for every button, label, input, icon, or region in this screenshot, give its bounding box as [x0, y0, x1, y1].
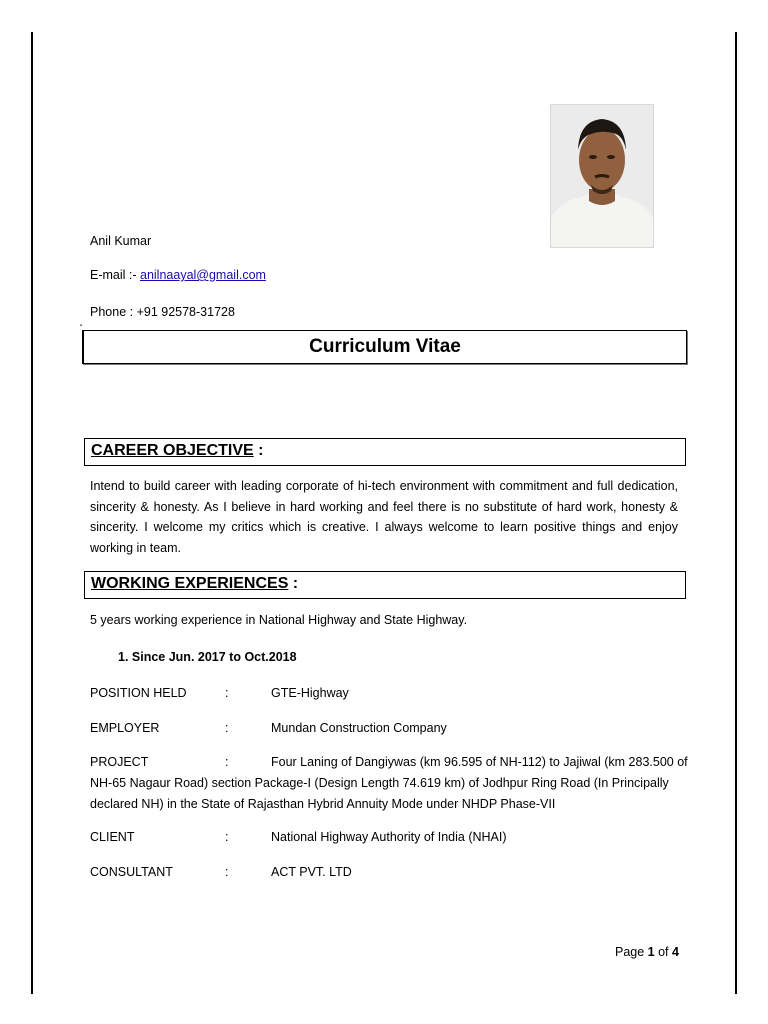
client-value: National Highway Authority of India (NHAI) — [271, 830, 507, 844]
field-colon: : — [225, 721, 229, 735]
cv-title-box — [82, 330, 687, 364]
working-experiences-title — [91, 575, 298, 593]
page-total: 4 — [672, 945, 679, 959]
stray-mark: ˛ — [80, 316, 84, 327]
experience-summary: 5 years working experience in National Highway and State Highway. — [90, 613, 468, 627]
client-label: CLIENT — [90, 830, 135, 844]
working-experiences-heading: WORKING EXPERIENCES — [91, 575, 289, 592]
page-current: 1 — [647, 945, 655, 959]
email-link[interactable]: anilnaayal@gmail.com — [140, 268, 266, 282]
page-number — [615, 945, 679, 959]
profile-photo — [550, 104, 654, 248]
candidate-name: Anil Kumar — [90, 234, 152, 248]
consultant-value: ACT PVT. LTD — [271, 865, 352, 879]
heading-colon: : — [253, 442, 264, 459]
career-objective-header — [84, 438, 686, 466]
page-prefix: Page — [615, 945, 648, 959]
employer-value: Mundan Construction Company — [271, 721, 447, 735]
project-label: PROJECT — [90, 755, 149, 769]
email-line — [90, 267, 266, 283]
position-label: POSITION HELD — [90, 686, 187, 700]
employer-label: EMPLOYER — [90, 721, 160, 735]
page-of: of — [654, 945, 672, 959]
working-experiences-header — [84, 571, 686, 599]
consultant-label: CONSULTANT — [90, 865, 173, 879]
position-value: GTE-Highway — [271, 686, 349, 700]
cv-title: Curriculum Vitae — [309, 336, 461, 357]
field-colon: : — [225, 686, 229, 700]
heading-colon: : — [288, 575, 299, 592]
field-colon: : — [225, 755, 229, 769]
career-objective-text: Intend to build career with leading corporate of hi-tech environment with commitment and full dedication, sincerity & honesty. As I believe in hard working and feel there is no substitute of hard work, honesty & sincerity. I welcome my critics which is creative. I always welcome to learn positive things and enjoy working in team. — [90, 479, 678, 555]
phone-line: Phone : +91 92578-31728 — [90, 305, 235, 319]
project-value-continued: NH-65 Nagaur Road) section Package-I (Design Length 74.619 km) of Jodhpur Ring Road (In Principally declared NH) in the State of Rajasthan Hybrid Annuity Mode under NHDP Phase-VII — [90, 776, 669, 811]
field-colon: : — [225, 830, 229, 844]
page-right-border — [735, 32, 737, 994]
email-label: E-mail :- — [90, 268, 140, 282]
field-colon: : — [225, 865, 229, 879]
career-objective-heading: CAREER OBJECTIVE — [91, 442, 254, 459]
career-objective-title — [91, 442, 263, 460]
job-period: 1. Since Jun. 2017 to Oct.2018 — [118, 650, 297, 664]
page-left-border — [31, 32, 33, 994]
project-value: Four Laning of Dangiywas (km 96.595 of NH-112) to Jajiwal (km 283.500 of — [271, 755, 688, 769]
